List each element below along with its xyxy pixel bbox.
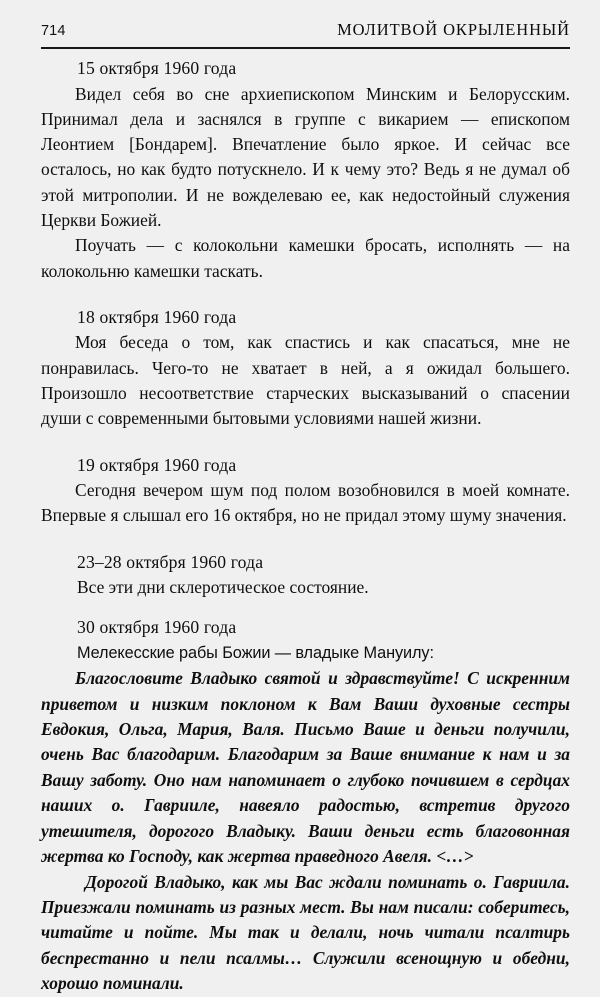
entry-paragraph: Моя беседа о том, как спастись и как спасаться, мне не понравилась. Чего-то не хватает в ней, а я ожидал большего. Произошло несоответствие старческих высказываний о спасении души с современными бытовыми условиями нашей жизни. <box>41 332 570 429</box>
entry-date-heading: 15 октября 1960 года <box>77 58 237 78</box>
entry-date-heading: 23–28 октября 1960 года <box>77 551 264 572</box>
header-divider <box>41 47 570 49</box>
entry-spacer <box>41 432 570 453</box>
letter-addressee: Мелекесские рабы Божии — владыке Мануилу: <box>77 643 434 662</box>
entry-paragraph: Сегодня вечером шум под полом возобновился в моей комнате. Впервые я слышал его 16 октября, но не придал этому шуму значения. <box>41 480 570 526</box>
entry-date-heading: 30 октября 1960 года <box>77 617 237 638</box>
running-header <box>41 20 570 40</box>
entry-spacer <box>41 529 570 550</box>
entry-spacer <box>41 600 570 615</box>
entry-paragraph: Поучать — с колокольни камешки бросать, исполнять — на колокольню камешки таскать. <box>41 235 570 281</box>
entry-spacer <box>41 284 570 305</box>
letter-paragraph: Благословите Владыко святой и здравствуйте! С искренним приветом и низким поклоном к Вам Ваши духовные сестры Евдокия, Ольга, Мария, Валя. Письмо Ваше и деньги получили, очень Вас благодарим. Благодарим за Ваше внимание к нам и за Вашу заботу. Оно нам напоминает о глубоко почившем в сердцах наших о. Гаврииле, навеяло радостью, встретив другого утешителя, дорогого Владыку. Ваши деньги есть благовонная жертва ко Господу, как жертва праведного Авеля. <…> <box>41 668 570 867</box>
entry-date-heading: 19 октября 1960 года <box>77 454 237 475</box>
diary-entry <box>41 305 570 432</box>
diary-entry <box>41 453 570 529</box>
diary-entry <box>41 615 570 996</box>
entry-paragraph: Видел себя во сне архиепископом Минским и Белорусским. Принимал дела и заснялся в группе с викарием — епископом Леонтием [Бондарем]. Впечатление было яркое. И сейчас все осталось, но как будто потускнело. И к чему это? Ведь я не думал об этой митрополии. И не вожделеваю ее, как недостойный служения Церкви Божией. <box>41 83 570 230</box>
diary-entry <box>41 56 570 284</box>
text-column <box>41 56 570 997</box>
page-number: 714 <box>41 23 66 39</box>
running-title: МОЛИТВОЙ ОКРЫЛЕННЫЙ <box>337 20 570 39</box>
letter-paragraph: Дорогой Владыко, как мы Вас ждали поминать о. Гавриила. Приезжали поминать из разных мест. Вы нам писали: соберитесь, читайте и пойте. Мы так и делали, ночь читали псалтирь беспрестанно и пели псалмы… Служили всенощную и обедни, хорошо поминали. <box>41 871 570 994</box>
entry-date-heading: 18 октября 1960 года <box>77 306 237 327</box>
entry-paragraph: Все эти дни склеротическое состояние. <box>77 577 369 598</box>
diary-entry <box>41 550 570 601</box>
